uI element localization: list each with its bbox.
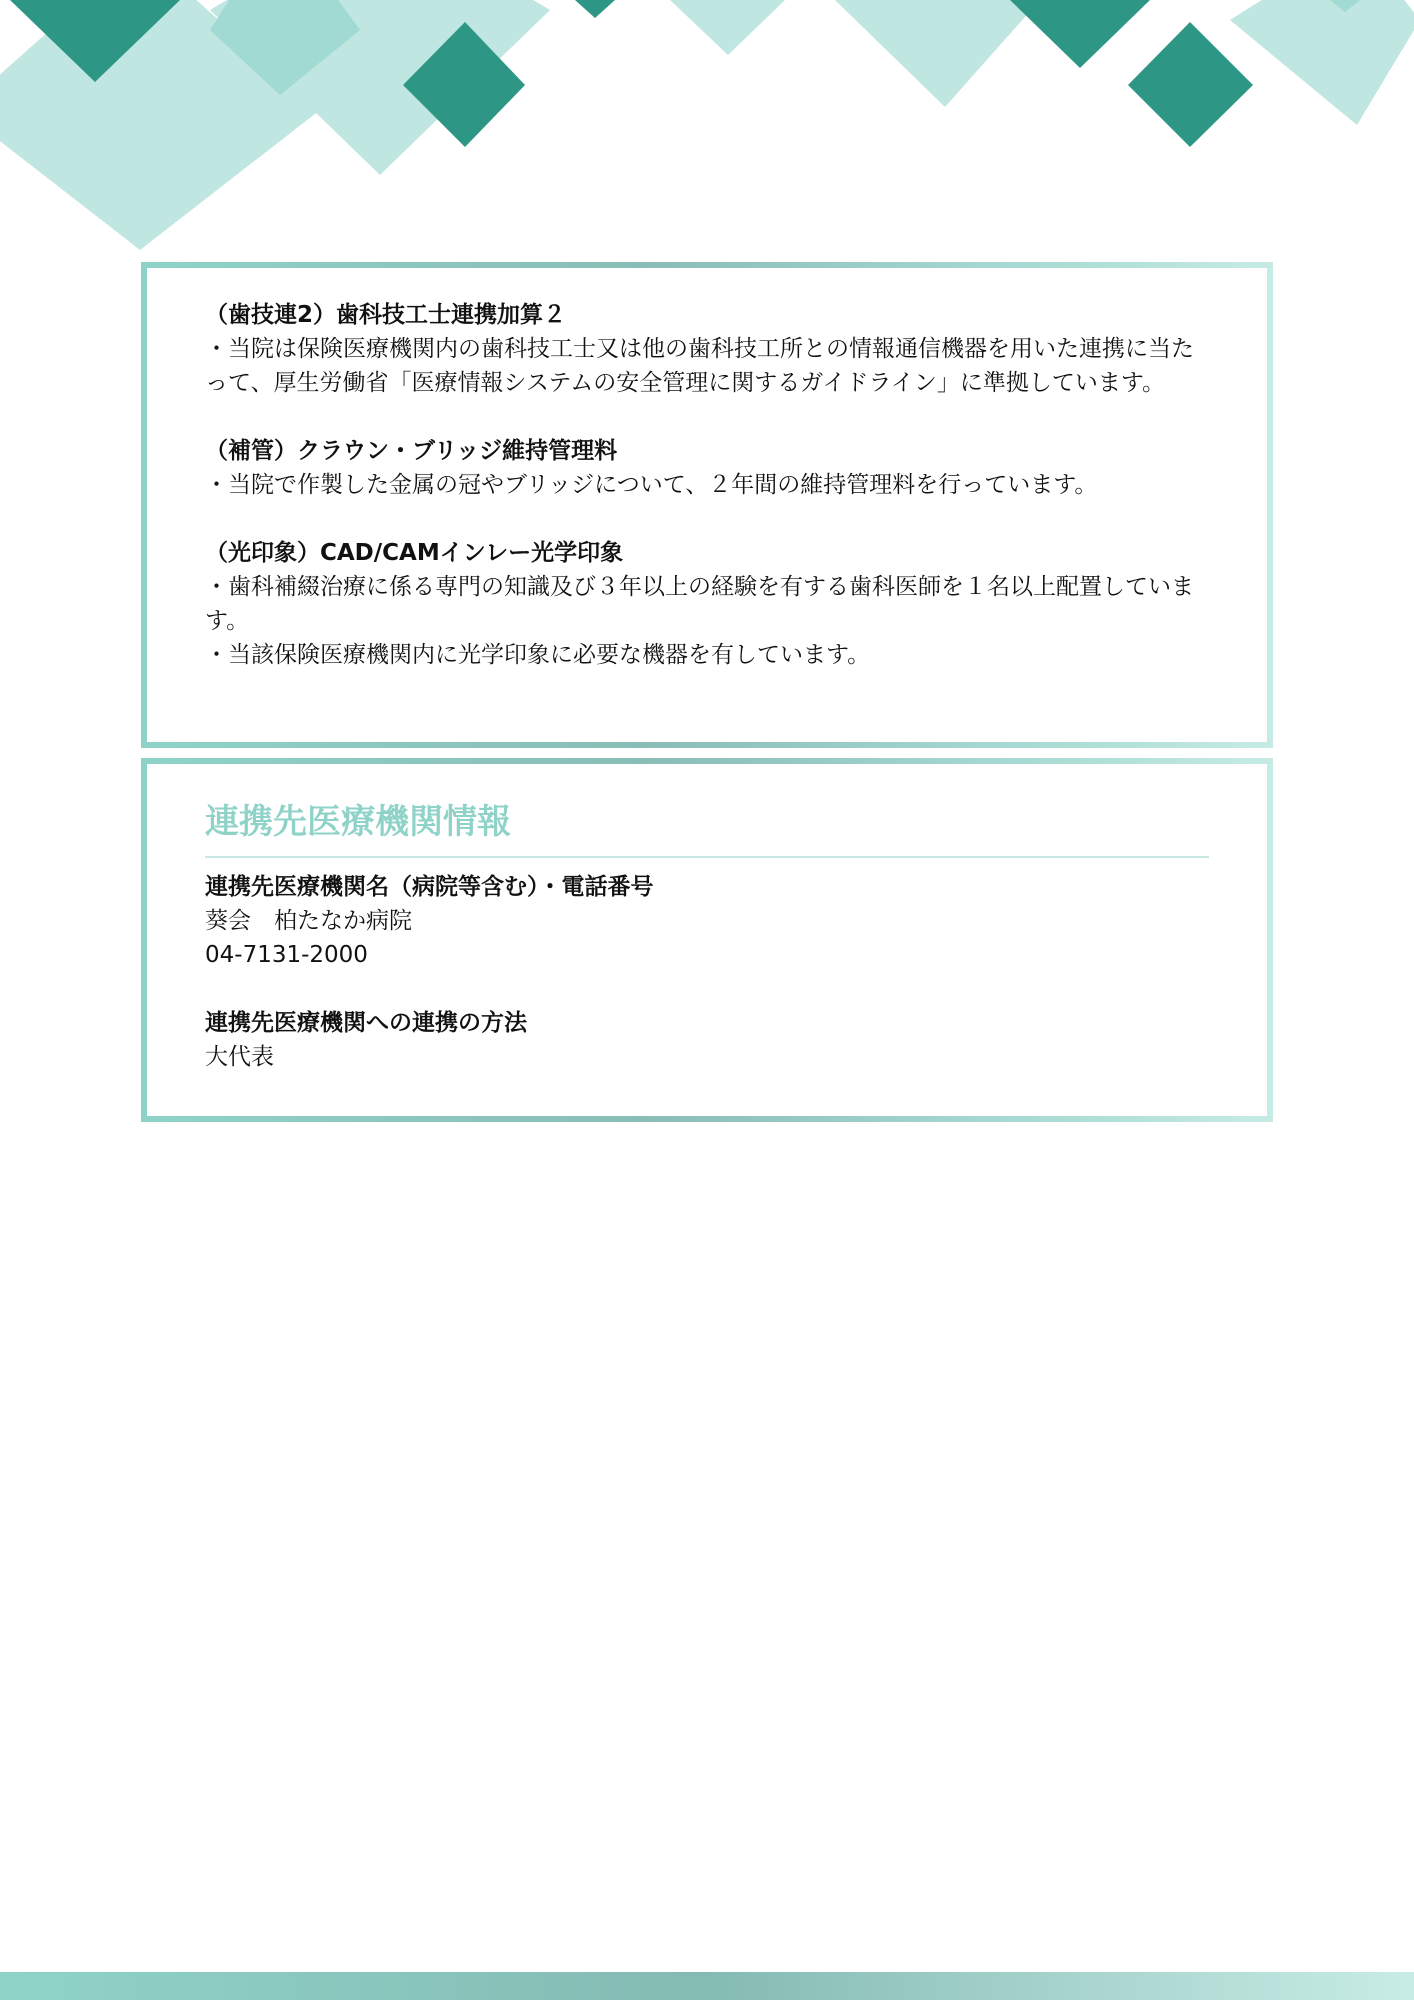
service-heading: （補管）クラウン・ブリッジ維持管理料 — [205, 438, 618, 464]
partner-name-value: 葵会 柏たなか病院 — [205, 908, 412, 934]
services-panel — [141, 262, 1273, 748]
partner-name-label: 連携先医療機関名（病院等含む）・電話番号 — [205, 874, 654, 900]
services-content — [147, 268, 1267, 742]
partner-content — [147, 764, 1267, 1116]
service-block — [205, 536, 1209, 672]
partner-method-value: 大代表 — [205, 1044, 274, 1070]
title-divider — [205, 856, 1209, 858]
service-text: ・当該保険医療機関内に光学印象に必要な機器を有しています。 — [205, 642, 871, 668]
section-title: 連携先医療機関情報 — [205, 802, 511, 842]
service-block — [205, 434, 1209, 502]
diamond-pattern — [0, 0, 1414, 250]
service-heading: （光印象）CAD/CAMインレー光学印象 — [205, 540, 624, 566]
service-text: ・歯科補綴治療に係る専門の知識及び３年以上の経験を有する歯科医師を１名以上配置しています。 — [205, 574, 1194, 634]
service-block — [205, 298, 1209, 400]
service-text: ・当院で作製した金属の冠やブリッジについて、２年間の維持管理料を行っています。 — [205, 472, 1098, 498]
header-decoration — [0, 0, 1414, 260]
partner-phone: 04-7131-2000 — [205, 942, 368, 968]
footer-bar — [0, 1972, 1414, 2000]
service-heading: （歯技連2）歯科技工士連携加算２ — [205, 302, 567, 328]
partner-method-label: 連携先医療機関への連携の方法 — [205, 1010, 527, 1036]
service-text: ・当院は保険医療機関内の歯科技工士又は他の歯科技工所との情報通信機器を用いた連携に当たって、厚生労働省「医療情報システムの安全管理に関するガイドライン」に準拠しています。 — [205, 336, 1194, 396]
partner-panel — [141, 758, 1273, 1122]
